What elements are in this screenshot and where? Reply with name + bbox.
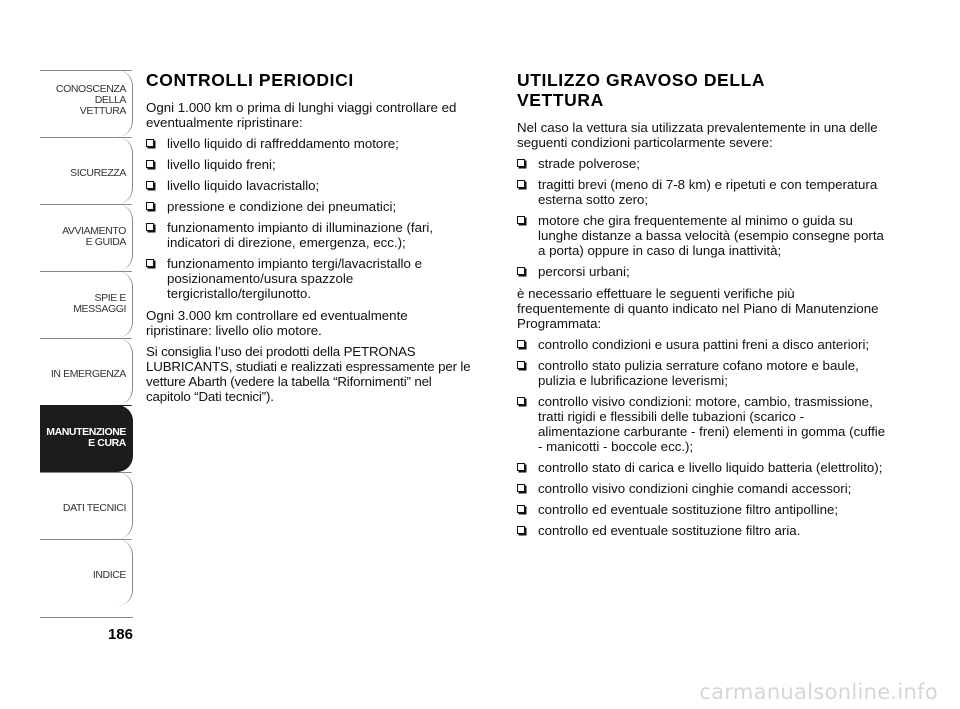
chapter-sidebar: [40, 70, 133, 606]
sidebar-divider: [40, 617, 133, 618]
tab-conoscenza-della-vettura[interactable]: CONOSCENZA DELLA VETTURA: [40, 70, 133, 137]
checkbox-icon: [146, 202, 154, 210]
list-item: funzionamento impianto tergi/lavacristallo e posizionamento/usura spazzole tergicristallo/tergilunotto.: [146, 256, 476, 301]
checkbox-icon: [517, 361, 525, 369]
page-number: 186: [107, 626, 133, 643]
tab-in-emergenza[interactable]: IN EMERGENZA: [40, 338, 133, 405]
checkbox-icon: [146, 160, 154, 168]
section-controlli-periodici: [146, 70, 476, 410]
list-item: controllo ed eventuale sostituzione filtro aria.: [517, 523, 887, 538]
list-item: controllo stato pulizia serrature cofano motore e baule, pulizia e lubrificazione leverismi;: [517, 358, 887, 388]
conditions-list: [517, 156, 887, 279]
checkbox-icon: [517, 216, 525, 224]
list-item: tragitti brevi (meno di 7-8 km) e ripetuti e con temperatura esterna sotto zero;: [517, 177, 887, 207]
watermark: carmanualsonline.info: [699, 680, 938, 704]
checkbox-icon: [146, 259, 154, 267]
list-item: controllo condizioni e usura pattini freni a disco anteriori;: [517, 337, 887, 352]
checkbox-icon: [517, 159, 525, 167]
tab-spie-e-messaggi[interactable]: SPIE E MESSAGGI: [40, 271, 133, 338]
list-item: livello liquido di raffreddamento motore;: [146, 136, 476, 151]
list-item: controllo ed eventuale sostituzione filtro antipolline;: [517, 502, 887, 517]
list-item: percorsi urbani;: [517, 264, 887, 279]
tab-sicurezza[interactable]: SICUREZZA: [40, 137, 133, 204]
checkbox-icon: [146, 223, 154, 231]
tab-dati-tecnici[interactable]: DATI TECNICI: [40, 472, 133, 539]
list-item: controllo visivo condizioni cinghie comandi accessori;: [517, 481, 887, 496]
checkbox-icon: [517, 340, 525, 348]
checkbox-icon: [146, 181, 154, 189]
list-item: funzionamento impianto di illuminazione (fari, indicatori di direzione, emergenza, ecc.);: [146, 220, 476, 250]
checkbox-icon: [517, 526, 525, 534]
middle-paragraph: è necessario effettuare le seguenti verifiche più frequentemente di quanto indicato nel Piano di Manutenzione Programmata:: [517, 286, 879, 331]
paragraph-petronas: Si consiglia l’uso dei prodotti della PETRONAS LUBRICANTS, studiati e realizzati espressamente per le vetture Abarth (vedere la tabella “Rifornimenti” nel capitolo “Dati tecnici”).: [146, 344, 471, 404]
section-title: CONTROLLI PERIODICI: [146, 70, 354, 90]
checks-list: [517, 337, 887, 538]
checkbox-icon: [517, 505, 525, 513]
section-title: UTILIZZO GRAVOSO DELLA VETTURA: [517, 70, 766, 110]
list-item: livello liquido lavacristallo;: [146, 178, 476, 193]
checkbox-icon: [517, 180, 525, 188]
section-utilizzo-gravoso: [517, 70, 887, 545]
tab-avviamento-e-guida[interactable]: AVVIAMENTO E GUIDA: [40, 204, 133, 271]
tab-indice[interactable]: INDICE: [40, 539, 133, 606]
checkbox-icon: [146, 139, 154, 147]
intro-paragraph: Nel caso la vettura sia utilizzata prevalentemente in una delle seguenti condizioni particolarmente severe:: [517, 120, 878, 150]
checkbox-icon: [517, 484, 525, 492]
list-item: motore che gira frequentemente al minimo o guida su lunghe distanze a bassa velocità (esempio consegne porta a porta) oppure in caso di lunga inattività;: [517, 213, 887, 258]
paragraph-3000km: Ogni 3.000 km controllare ed eventualmente ripristinare: livello olio motore.: [146, 308, 408, 338]
list-item: pressione e condizione dei pneumatici;: [146, 199, 476, 214]
intro-paragraph: Ogni 1.000 km o prima di lunghi viaggi controllare ed eventualmente ripristinare:: [146, 100, 457, 130]
list-item: livello liquido freni;: [146, 157, 476, 172]
checkbox-icon: [517, 463, 525, 471]
list-item: strade polverose;: [517, 156, 887, 171]
tab-manutenzione-e-cura[interactable]: MANUTENZIONE E CURA: [40, 405, 133, 472]
checkbox-icon: [517, 267, 525, 275]
list-item: controllo visivo condizioni: motore, cambio, trasmissione, tratti rigidi e flessibili delle tubazioni (scarico - alimentazione carburante - freni) elementi in gomma (cuffie - manicotti - boccole ecc.);: [517, 394, 887, 454]
checkbox-icon: [517, 397, 525, 405]
checklist: [146, 136, 476, 301]
list-item: controllo stato di carica e livello liquido batteria (elettrolito);: [517, 460, 887, 475]
